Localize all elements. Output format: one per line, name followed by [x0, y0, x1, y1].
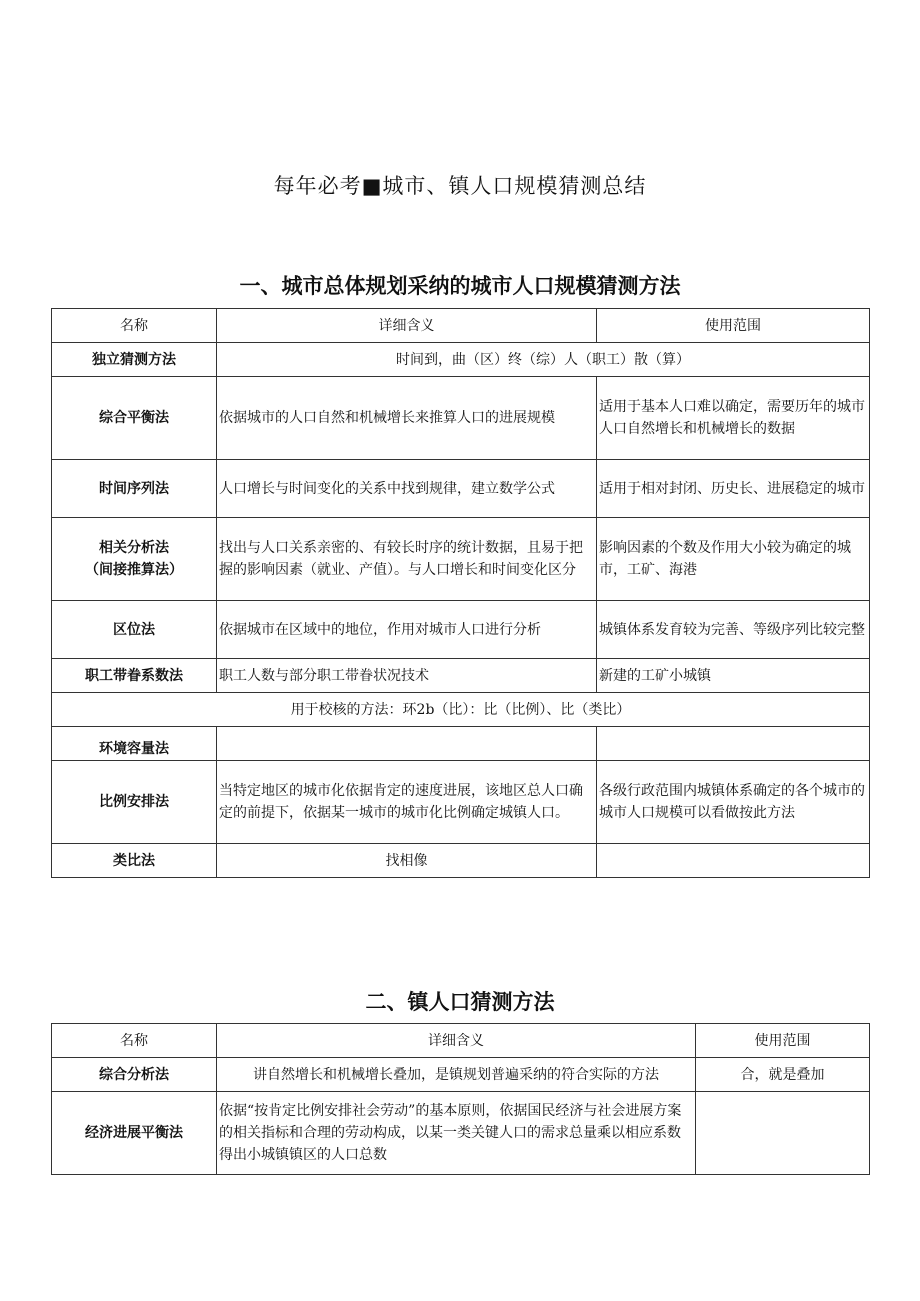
table-header-row [52, 1024, 870, 1058]
table-row [52, 1058, 870, 1092]
method-name: 独立猜测方法 [52, 343, 217, 377]
table-row [52, 659, 870, 693]
method-meaning [217, 727, 597, 761]
independent-methods-row [52, 343, 870, 377]
method-scope: 各级行政范围内城镇体系确定的各个城市的城市人口规模可以看做按此方法 [597, 761, 870, 844]
header-scope: 使用范围 [696, 1024, 870, 1058]
method-name: 经济进展平衡法 [52, 1092, 217, 1175]
method-scope: 适用于基本人口难以确定，需要历年的城市人口自然增长和机械增长的数据 [597, 377, 870, 460]
table-row [52, 727, 870, 761]
header-name: 名称 [52, 309, 217, 343]
method-meaning: 依据城市在区域中的地位，作用对城市人口进行分析 [217, 601, 597, 659]
check-methods-row [52, 693, 870, 727]
method-name: 类比法 [52, 844, 217, 878]
method-scope: 新建的工矿小城镇 [597, 659, 870, 693]
table-row [52, 1092, 870, 1175]
method-meaning: 讲自然增长和机械增长叠加，是镇规划普遍采纳的符合实际的方法 [217, 1058, 696, 1092]
method-name: 区位法 [52, 601, 217, 659]
method-name-line-1: 相关分析法 [99, 540, 169, 556]
method-name: 比例安排法 [52, 761, 217, 844]
method-name: 职工带眷系数法 [52, 659, 217, 693]
method-meaning: 当特定地区的城市化依据肯定的速度进展，该地区总人口确定的前提下，依据某一城市的城市化比例确定城镇人口。 [217, 761, 597, 844]
method-meaning: 依据城市的人口自然和机械增长来推算人口的进展规模 [217, 377, 597, 460]
city-population-methods-table [51, 308, 870, 878]
method-scope: 合，就是叠加 [696, 1058, 870, 1092]
method-scope [696, 1092, 870, 1175]
header-meaning: 详细含义 [217, 1024, 696, 1058]
table-row [52, 844, 870, 878]
method-meaning: 职工人数与部分职工带眷状况技术 [217, 659, 597, 693]
table-row [52, 377, 870, 460]
method-meaning: 找相像 [217, 844, 597, 878]
table-row [52, 518, 870, 601]
method-scope: 适用于相对封闭、历史长、进展稳定的城市 [597, 460, 870, 518]
method-meaning: 依据“按肯定比例安排社会劳动”的基本原则，依据国民经济与社会进展方案的相关指标和合理的劳动构成，以某一类关键人口的需求总量乘以相应系数得出小城镇镇区的人口总数 [217, 1092, 696, 1175]
table-header-row [52, 309, 870, 343]
town-population-methods-table [51, 1023, 870, 1175]
method-name: 环境容量法 [52, 727, 217, 761]
table-row [52, 460, 870, 518]
method-name: 综合平衡法 [52, 377, 217, 460]
method-meaning: 人口增长与时间变化的关系中找到规律，建立数学公式 [217, 460, 597, 518]
check-methods-mnemonic: 用于校核的方法：环2b（比）：比（比例）、比（类比） [52, 693, 870, 727]
method-name: 综合分析法 [52, 1058, 217, 1092]
method-scope [597, 844, 870, 878]
header-meaning: 详细含义 [217, 309, 597, 343]
method-scope: 影响因素的个数及作用大小较为确定的城市，工矿、海港 [597, 518, 870, 601]
method-name-line-2: （间接推算法） [85, 562, 183, 578]
method-name: 时间序列法 [52, 460, 217, 518]
header-name: 名称 [52, 1024, 217, 1058]
method-scope [597, 727, 870, 761]
header-scope: 使用范围 [597, 309, 870, 343]
method-name [52, 518, 217, 601]
table-row [52, 601, 870, 659]
document-title: 每年必考■城市、镇人口规模猜测总结 [273, 174, 647, 198]
section-2-title: 二、镇人口猜测方法 [365, 990, 555, 1014]
method-scope: 城镇体系发育较为完善、等级序列比较完整 [597, 601, 870, 659]
table-row [52, 761, 870, 844]
method-meaning: 找出与人口关系亲密的、有较长时序的统计数据，且易于把握的影响因素（就业、产值）。与人口增长和时间变化区分 [217, 518, 597, 601]
section-1-title: 一、城市总体规划采纳的城市人口规模猜测方法 [239, 274, 681, 298]
mnemonic: 时间到，曲（区）终（综）人（职工）散（算） [217, 343, 870, 377]
